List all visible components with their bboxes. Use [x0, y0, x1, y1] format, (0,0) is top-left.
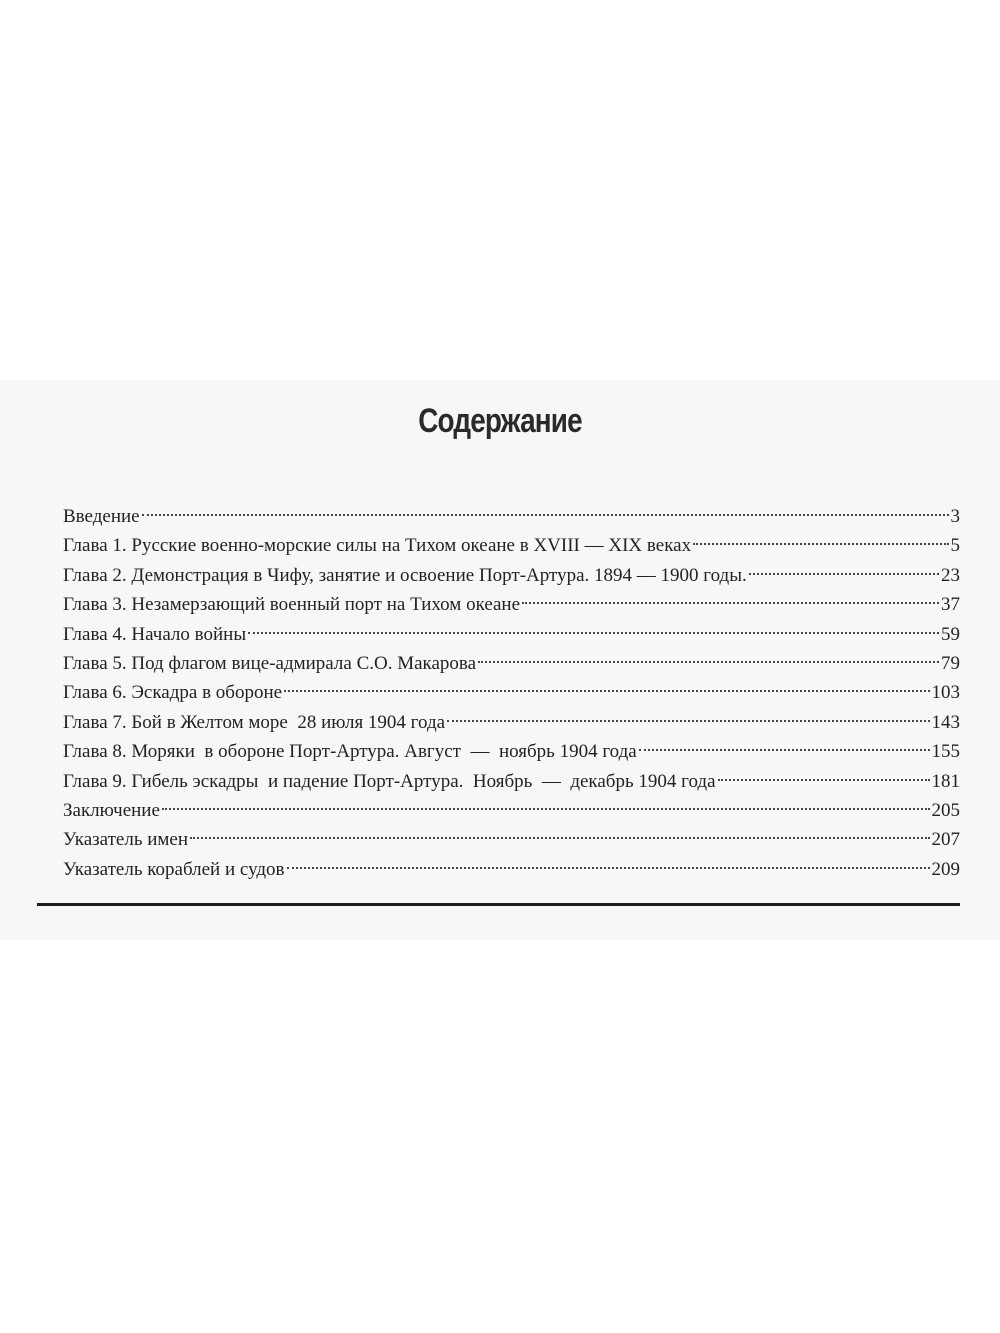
toc-page-number: 37	[941, 594, 960, 616]
toc-entry-title: Глава 7. Бой в Желтом море 28 июля 1904 года	[63, 711, 446, 733]
dot-leader	[190, 837, 929, 839]
toc-entry	[63, 737, 960, 766]
divider-rule	[37, 903, 960, 906]
toc-entry-title: Глава 4. Начало войны	[63, 623, 247, 645]
toc-entry	[63, 767, 960, 796]
toc-entry	[63, 678, 960, 707]
dot-leader	[693, 543, 948, 545]
dot-leader	[284, 690, 929, 692]
dot-leader	[142, 514, 949, 516]
toc-entry-title: Заключение	[63, 799, 160, 821]
dot-leader	[447, 720, 929, 722]
toc-entry	[63, 620, 960, 649]
toc-entry-title: Глава 1. Русские военно-морские силы на Тихом океане в XVIII — XIX веках	[63, 535, 692, 557]
toc-entry	[63, 561, 960, 590]
dot-leader	[639, 749, 930, 751]
toc-entry-title: Введение	[63, 506, 140, 527]
toc-page-number: 3	[950, 506, 960, 527]
dot-leader	[478, 661, 939, 663]
toc-page-number: 59	[941, 623, 960, 645]
dot-leader	[162, 808, 930, 810]
table-of-contents	[63, 502, 960, 884]
page-title: Содержание	[418, 402, 582, 440]
toc-entry-title: Глава 8. Моряки в обороне Порт-Артура. Август — ноябрь 1904 года	[63, 741, 637, 763]
toc-entry-title: Глава 2. Демонстрация в Чифу, занятие и освоение Порт-Артура. 1894 — 1900 годы.	[63, 564, 747, 586]
dot-leader	[248, 632, 939, 634]
toc-page-number: 143	[931, 711, 960, 733]
toc-entry	[63, 708, 960, 737]
dot-leader	[287, 867, 930, 869]
dot-leader	[718, 779, 930, 781]
toc-page-number: 205	[931, 799, 960, 821]
toc-entry-title: Глава 3. Незамерзающий военный порт на Тихом океане	[63, 594, 521, 616]
toc-entry	[63, 855, 960, 884]
toc-page-number: 207	[931, 829, 960, 851]
toc-entry	[63, 502, 960, 531]
toc-page-number: 155	[931, 741, 960, 763]
toc-entry-title: Указатель имен	[63, 829, 189, 851]
toc-entry	[63, 649, 960, 678]
toc-page-number: 23	[941, 564, 960, 586]
toc-entry-title: Глава 5. Под флагом вице-адмирала С.О. Макарова	[63, 652, 477, 674]
dot-leader	[749, 573, 939, 575]
toc-entry-title: Глава 9. Гибель эскадры и падение Порт-Артура. Ноябрь — декабрь 1904 года	[63, 770, 716, 792]
toc-entry	[63, 590, 960, 619]
toc-entry-title: Глава 6. Эскадра в обороне	[63, 682, 283, 704]
toc-entry-title: Указатель кораблей и судов	[63, 858, 285, 880]
toc-page-number: 209	[931, 858, 960, 880]
dot-leader	[522, 602, 939, 604]
toc-page-number: 181	[931, 770, 960, 792]
toc-page-number: 5	[950, 535, 960, 557]
toc-entry	[63, 825, 960, 854]
toc-page-number: 103	[931, 682, 960, 704]
toc-entry	[63, 531, 960, 560]
toc-entry	[63, 796, 960, 825]
toc-page-number: 79	[941, 652, 960, 674]
